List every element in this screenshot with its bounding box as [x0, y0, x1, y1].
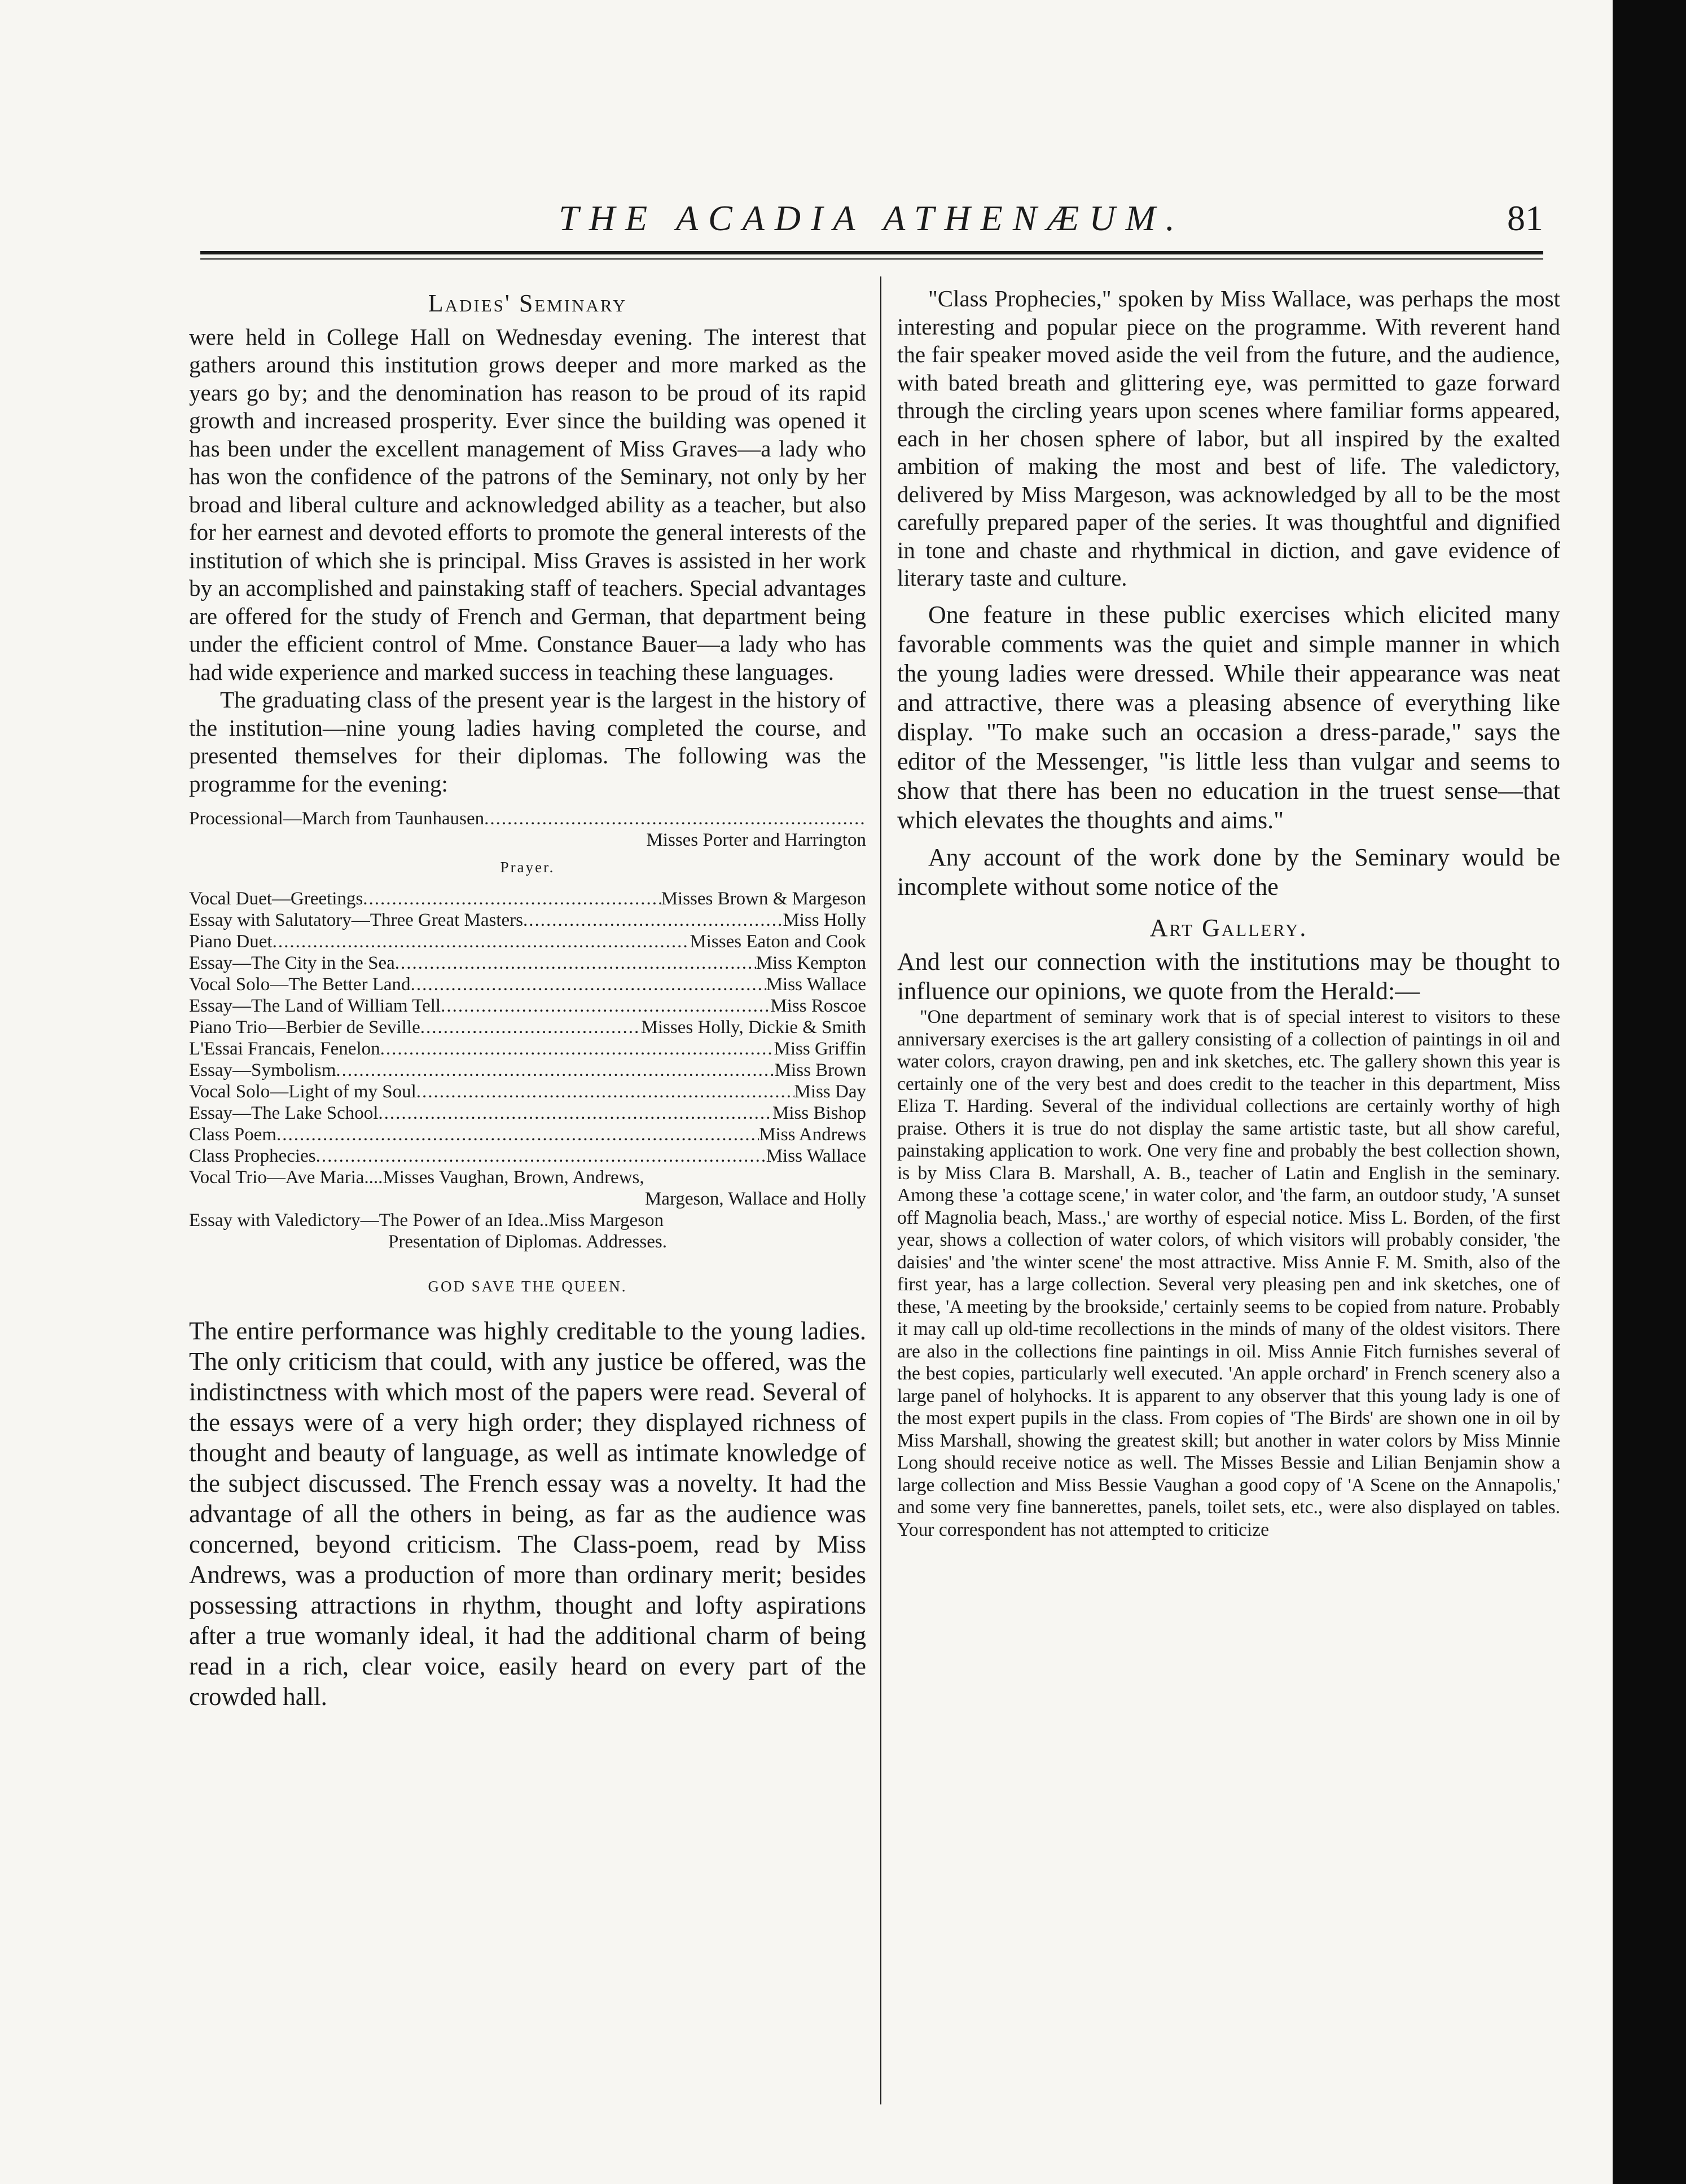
programme-performer: Miss Day: [794, 1082, 866, 1102]
programme-item: [189, 1081, 866, 1102]
running-title: THE ACADIA ATHENÆUM.: [559, 198, 1185, 238]
left-column: [189, 285, 866, 2102]
programme-item: [189, 1017, 866, 1038]
section-title-ladies-seminary: Ladies' Seminary: [428, 289, 627, 317]
programme-list: [189, 808, 866, 1253]
programme-performer: Misses Eaton and Cook: [690, 931, 866, 952]
programme-item-title: Class Prophecies: [189, 1146, 316, 1166]
header-rule-thick: [200, 251, 1543, 254]
quoted-article: "One department of seminary work that is of special interest to visitors to these anniversary exercises is the art gallery consisting of a collection of paintings in oil and water colors, crayon drawing, pen and ink sketches, etc. The gallery shown this year is certainly one of the very best and does credit to the teacher in this department, Miss Eliza T. Harding. Several of the individual collections are certainly worthy of high praise. Others it is true do not display the same artistic taste, but all show careful, painstaking application to work. One very fine and probably the best collection shown, is by Miss Clara B. Marshall, A. B., teacher of Latin and English in the seminary. Among these 'a cottage scene,' in water color, and 'the farm, an outdoor study, 'A sunset off Magnolia beach, Mass.,' are worthy of especial notice. Miss L. Borden, of the first year, shows a collection of water colors, of which visitors will probably consider, 'the daisies' and 'the winter scene' the most attractive. Miss Annie F. M. Smith, also of the first year, has a large collection. Several very pleasing pen and ink sketches, one of these, 'A meeting by the brookside,' certainly seems to be copied from nature. Probably it may call up old-time recollections in the minds of many of the oldest visitors. There are also in the collections fine paintings in oil. Miss Annie Fitch furnishes several of the best copies, particularly well executed. 'An apple orchard' in French scenery also a large panel of holyhocks. It is apparent to any observer that this young lady is one of the most expert pupils in the class. From copies of 'The Birds' are shown one in oil by Miss Marshall, showing the greatest skill; but another in water colors by Miss Minnie Long should receive notice as well. The Misses Bessie and Lilian Benjamin show a large collection and Miss Bessie Vaughan a good copy of 'A Scene on the Annapolis,' and some very fine bannerettes, panels, toilet sets, etc., were also displayed on tables. Your correspondent has not attempted to criticize: [897, 1007, 1560, 1540]
anthem-heading: GOD SAVE THE QUEEN.: [428, 1278, 627, 1295]
paragraph: One feature in these public exercises which elicited many favorable comments was the quiet and simple manner in which the young ladies were dressed. While their appearance was neat and attractive, there was a pleasing absence of everything like display. "To make such an occasion a dress-parade," says the editor of the Messenger, "is little less than vulgar and seems to show that there has been no education in the truest sense—that which elevates the thoughts and aims.": [897, 600, 1560, 834]
programme-performer: Miss Holly: [783, 910, 866, 930]
programme-performer: Margeson, Wallace and Holly: [644, 1189, 866, 1209]
programme-item: [189, 1102, 866, 1124]
page-header: [200, 197, 1543, 265]
programme-item-title: Essay—Symbolism: [189, 1060, 336, 1080]
programme-item-title: Vocal Duet—Greetings: [189, 889, 363, 909]
programme-item-title: Vocal Solo—Light of my Soul: [189, 1082, 416, 1102]
programme-item: Presentation of Diplomas. Addresses.: [388, 1232, 668, 1252]
paragraph: The graduating class of the present year is the largest in the history of the institution—nine young ladies having completed the course, and presented themselves for their diplomas. The following was the programme for the evening:: [189, 687, 866, 797]
programme-item: [189, 995, 866, 1017]
programme-performer: Miss Wallace: [766, 1146, 866, 1166]
programme-item: [189, 808, 866, 829]
programme-item-title: Piano Duet: [189, 931, 273, 952]
programme-item: Essay with Valedictory—The Power of an Idea..Miss Margeson: [189, 1210, 664, 1231]
paragraph: were held in College Hall on Wednesday evening. The interest that gathers around this institution grows deeper and more marked as the years go by; and the denomination has reason to be proud of its rapid growth and increased prosperity. Ever since the building was opened it has been under the excellent management of Miss Graves—a lady who has won the confidence of the patrons of the Seminary, not only by her broad and liberal culture and acknowledged ability as a teacher, but also for her earnest and devoted efforts to promote the general interests of the institution of which she is principal. Miss Graves is assisted in her work by an accomplished and painstaking staff of teachers. Special advantages are offered for the study of French and German, that department being under the efficient control of Mme. Constance Bauer—a lady who has had wide experience and marked success in teaching these languages.: [189, 323, 866, 685]
right-column: [897, 285, 1560, 2102]
programme-performer: Miss Bishop: [772, 1103, 866, 1123]
programme-item: [189, 1124, 866, 1145]
programme-performer: Miss Griffin: [774, 1039, 866, 1059]
programme-item-title: Class Poem: [189, 1124, 276, 1145]
programme-performer: Miss Wallace: [766, 974, 866, 995]
scanned-page-edge: [1613, 0, 1686, 2184]
paragraph: The entire performance was highly creditable to the young ladies. The only criticism that could, with any justice be offered, was the indistinctness with which most of the papers were read. Several of the essays were of a very high order; they displayed richness of thought and beauty of language, as well as intimate knowledge of the subject discussed. The French essay was a novelty. It had the advantage of all the others in being, as far as the audience was concerned, beyond criticism. The Class-poem, read by Miss Andrews, was a production of more than ordinary merit; besides possessing attractions in rhythm, thought and lofty aspirations after a true womanly ideal, it had the additional charm of being read in a rich, clear voice, easily heard on every part of the crowded hall.: [189, 1316, 866, 1711]
programme-item: [189, 1038, 866, 1060]
header-rule-thin: [200, 258, 1543, 260]
programme-performer: Miss Roscoe: [770, 996, 866, 1016]
programme-performer: Miss Andrews: [759, 1124, 866, 1145]
programme-item-title: Essay—The City in the Sea: [189, 953, 395, 973]
programme-item-title: Essay—The Lake School: [189, 1103, 379, 1123]
paragraph: And lest our connection with the institutions may be thought to influence our opinions, we quote from the Herald:—: [897, 948, 1560, 1005]
programme-item: [189, 952, 866, 974]
programme-item-title: Essay—The Land of William Tell: [189, 996, 441, 1016]
programme-prayer: Prayer.: [500, 859, 555, 876]
programme-item: [189, 931, 866, 952]
programme-item-title: Piano Trio—Berbier de Seville: [189, 1017, 420, 1038]
programme-item: Vocal Trio—Ave Maria....Misses Vaughan, Brown, Andrews,: [189, 1167, 644, 1188]
section-title-art-gallery: Art Gallery.: [1149, 913, 1308, 942]
programme-performer: Misses Brown & Margeson: [661, 889, 866, 909]
programme-item: [189, 909, 866, 931]
programme-item-title: Vocal Solo—The Better Land: [189, 974, 411, 995]
page-number: 81: [1507, 198, 1543, 238]
programme-item: [189, 1060, 866, 1081]
paragraph: Any account of the work done by the Seminary would be incomplete without some notice of the: [897, 843, 1560, 900]
programme-performer: Miss Kempton: [756, 953, 866, 973]
programme-item-title: L'Essai Francais, Fenelon: [189, 1039, 380, 1059]
programme-performer: Misses Porter and Harrington: [646, 830, 866, 850]
programme-item: [189, 888, 866, 909]
programme-item-title: Essay with Salutatory—Three Great Masters: [189, 910, 524, 930]
programme-item: [189, 974, 866, 995]
programme-performer: Misses Holly, Dickie & Smith: [641, 1017, 866, 1038]
paragraph: "Class Prophecies," spoken by Miss Wallace, was perhaps the most interesting and popular piece on the programme. With reverent hand the fair speaker moved aside the veil from the future, and the audience, with bated breath and glittering eye, was permitted to gaze forward through the circling years upon scenes where familiar forms appeared, each in her chosen sphere of labor, but all inspired by the exalted ambition of making the most and best of life. The valedictory, delivered by Miss Margeson, was acknowledged by all to be the most carefully prepared paper of the series. It was thoughtful and dignified in tone and chaste and rhythmical in diction, and gave evidence of literary taste and culture.: [897, 285, 1560, 591]
programme-performer: Miss Brown: [774, 1060, 866, 1080]
programme-item-title: Processional—March from Taunhausen: [189, 808, 485, 829]
column-divider: [880, 276, 881, 2104]
programme-item: [189, 1145, 866, 1167]
